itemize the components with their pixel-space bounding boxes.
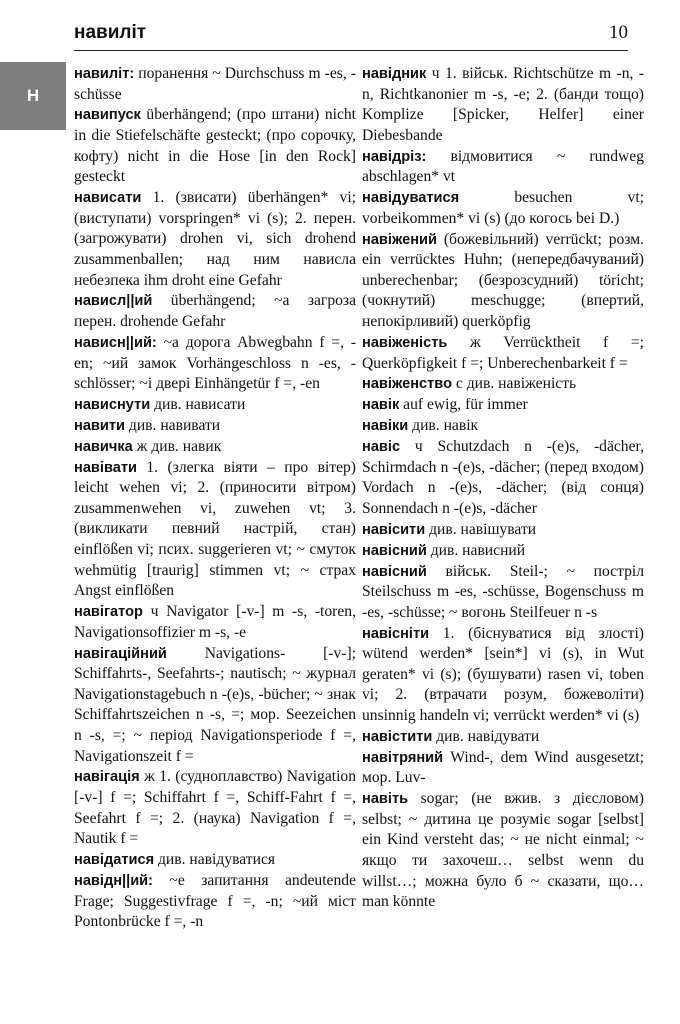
entry-body: див. навідувати bbox=[432, 727, 540, 745]
entry-body: Wind-, dem Wind ausgesetzt; мор. Luv- bbox=[362, 748, 644, 787]
entry-headword: навістити bbox=[362, 728, 433, 745]
entry-body: ч 1. військ. Richtschütze m -n, -n, Richtkanonier m -s, -e; 2. (банди тощо) Komplize [Spicker, Helfer] einer Diebesbande bbox=[362, 65, 644, 144]
entry-body: ч Navigator [-v-] m -s, -toren, Navigationsoffizier m -s, -e bbox=[74, 603, 356, 641]
dictionary-entry bbox=[362, 395, 644, 416]
thumb-index-tab: Н bbox=[0, 62, 66, 130]
dictionary-entry bbox=[362, 437, 644, 519]
entry-headword: навідн||ий: bbox=[74, 873, 154, 890]
dictionary-entry bbox=[74, 871, 356, 933]
dictionary-entry bbox=[362, 624, 644, 727]
entry-body: див. навивати bbox=[125, 416, 221, 434]
dictionary-entry bbox=[362, 416, 644, 437]
entry-body: ч Schutzdach n -(e)s, -dächer, Schirmdach n -(e)s, -dächer; (перед входом) Vordach n -(e)s, -dächer; (від сонця) Sonnendach n -(e)s, -dächer bbox=[362, 438, 644, 517]
entry-body: див. навішувати bbox=[425, 520, 537, 538]
dictionary-entry bbox=[74, 64, 356, 105]
entry-body: sogar; (не вжив. з дієсловом) selbst; ~ дитина це розуміє sogar [selbst] ein Kind versteht das; ~ не nicht einmal; ~ якщо ти захочеш… selbst wenn du willst…; можна було б ~ сказати, що… man könnte bbox=[362, 790, 644, 911]
dictionary-entry bbox=[362, 520, 644, 541]
entry-body: Navigations- [-v-]; Schiffahrts-, Seefahrts-; nautisch; ~ журнал Navigationstagebuch n -(e)s, -bücher; ~ знак Schiffahrtszeichen n -s, =; мор. Seezeichen n -s, =; ~ період Navigationsperiode f =, Navigationszeit f = bbox=[74, 644, 356, 765]
entry-headword: навіть bbox=[362, 791, 409, 808]
dictionary-entry bbox=[74, 188, 356, 291]
header-rule bbox=[74, 50, 628, 51]
dictionary-entry bbox=[74, 395, 356, 416]
entry-headword: навиліт: bbox=[74, 66, 135, 82]
entry-body: besuchen vt; vorbeikommen* vi (s) (до когось bei D.) bbox=[362, 189, 644, 227]
entry-body: військ. Steil-; ~ постріл Steilschuss m -es, -schüsse, Bogenschuss m -es, -schüsse; ~ вогонь Steilfeuer n -s bbox=[362, 562, 644, 621]
entry-body: ж див. навик bbox=[132, 437, 222, 455]
entry-headword: нависнути bbox=[74, 396, 151, 413]
entry-headword: навігаційний bbox=[74, 645, 167, 662]
entry-body: überhängend; (про штани) nicht in die Stiefelschäfte gesteckt; (про сорочку, кофту) nicht in die Hose [in den Rock] gesteckt bbox=[74, 106, 356, 186]
dictionary-entry bbox=[362, 374, 644, 395]
entry-headword: нависн||ий: bbox=[74, 334, 157, 351]
entry-headword: навідріз: bbox=[362, 148, 427, 165]
entry-body: с див. навіженість bbox=[452, 375, 577, 393]
entry-headword: навити bbox=[74, 417, 125, 434]
entry-headword: навісніти bbox=[362, 625, 430, 642]
entry-body: überhängend; ~а загроза перен. drohende Gefahr bbox=[74, 292, 356, 331]
dictionary-entry bbox=[362, 64, 644, 146]
entry-body: auf ewig, für immer bbox=[399, 396, 528, 414]
dictionary-entry bbox=[362, 230, 644, 333]
dictionary-entry bbox=[74, 458, 356, 602]
entry-headword: навіс bbox=[362, 439, 401, 456]
entry-body: див. навік bbox=[408, 417, 479, 435]
dictionary-entry bbox=[74, 416, 356, 437]
entry-headword: навіженість bbox=[362, 334, 448, 351]
entry-headword: навідатися bbox=[74, 852, 155, 869]
entry-headword: навичка bbox=[74, 438, 133, 455]
left-column bbox=[74, 64, 356, 933]
running-head-word: навиліт bbox=[74, 22, 147, 43]
entry-body: поранення ~ Durchschuss m -es, -schüsse bbox=[74, 65, 356, 103]
entry-body: 1. (біснуватися від злості) wütend werden* [sein*] vi (s), in Wut geraten* vi (s); (бушувати) rasen vi, toben vi; 2. (втрачати розум, божеволіти) unsinnig handeln vi; verrückt werden* vi (s) bbox=[362, 624, 644, 724]
entry-headword: навипуск bbox=[74, 107, 141, 124]
entry-body: 1. (звисати) überhängen* vi; (виступати) vorspringen* vi (s); 2. перен. (загрожувати) drohen vi, sich drohend zusammenballen; над ним нависла небезпека ihm droht eine Gefahr bbox=[74, 189, 356, 289]
entry-body: 1. (злегка віяти – про вітер) leicht wehen vi; 2. (приносити вітром) zusammenwehen vi, zuwehen vt; 3. (викликати певний настрій, стан) einflößen vi; псих. suggerieren vt; ~ смуток wehmütig [traurig] stimmen vt; ~ страх Angst einflößen bbox=[74, 458, 356, 600]
dictionary-entry bbox=[74, 333, 356, 395]
entry-headword: навігація bbox=[74, 769, 140, 786]
entry-headword: навігатор bbox=[74, 604, 143, 621]
entry-body: відмовитися ~ rundweg abschlagen* vt bbox=[362, 147, 644, 186]
dictionary-entry bbox=[74, 291, 356, 332]
dictionary-entry bbox=[362, 748, 644, 789]
entry-headword: нависати bbox=[74, 190, 142, 207]
entry-body: ~е запитання andeutende Frage; Suggestivfrage f =, -n; ~ий міст Pontonbrücke f =, -n bbox=[74, 872, 356, 931]
entry-headword: навіженство bbox=[362, 376, 452, 393]
dictionary-entry bbox=[362, 147, 644, 188]
dictionary-entry bbox=[362, 727, 644, 748]
entry-body: див. нависний bbox=[426, 541, 526, 559]
dictionary-entry bbox=[74, 437, 356, 458]
dictionary-entry bbox=[74, 105, 356, 187]
entry-headword: навідуватися bbox=[362, 190, 460, 207]
dictionary-entry bbox=[362, 789, 644, 913]
dictionary-entry bbox=[74, 767, 356, 849]
entry-body: (божевільний) verrückt; розм. ein verrücktes Huhn; (непередбачуваний) unberechenbar; (безрозсудний) töricht; (чокнутий) meschugge; (впертий, непокірливий) querköpfig bbox=[362, 230, 644, 331]
right-column bbox=[362, 64, 644, 913]
entry-headword: навідник bbox=[362, 66, 427, 82]
entry-headword: навік bbox=[362, 397, 400, 414]
entry-headword: навісний bbox=[362, 542, 427, 559]
dictionary-entry bbox=[362, 541, 644, 562]
dictionary-entry bbox=[362, 333, 644, 374]
entry-body: ~а дорога Abwegbahn f =, -en; ~ий замок Vorhängeschloss n -es, -schlösser; ~і двері Einhängetür f =, -en bbox=[74, 333, 356, 393]
page-number: 10 bbox=[609, 22, 628, 43]
entry-body: див. навідуватися bbox=[154, 851, 276, 869]
entry-headword: навісний bbox=[362, 563, 427, 580]
entry-headword: нависл||ий bbox=[74, 293, 153, 310]
entry-headword: навісити bbox=[362, 521, 426, 538]
dictionary-entry bbox=[74, 644, 356, 768]
entry-body: ж Verrücktheit f =; Querköpfigkeit f =; Unberechenbarkeit f = bbox=[362, 333, 644, 372]
dictionary-entry bbox=[362, 188, 644, 229]
entry-headword: навітряний bbox=[362, 749, 444, 766]
entry-headword: навівати bbox=[74, 459, 137, 476]
dictionary-entry bbox=[74, 850, 356, 871]
dictionary-entry bbox=[362, 562, 644, 624]
entry-body: ж 1. (судноплавство) Navigation [-v-] f =; Schiffahrt f =, Schiff-Fahrt f =, Seefahrt f =; 2. (наука) Navigation f =, Nautik f = bbox=[74, 768, 356, 848]
entry-headword: навіжений bbox=[362, 231, 437, 248]
dictionary-entry bbox=[74, 602, 356, 643]
entry-body: див. нависати bbox=[150, 395, 246, 413]
entry-headword: навіки bbox=[362, 418, 409, 435]
